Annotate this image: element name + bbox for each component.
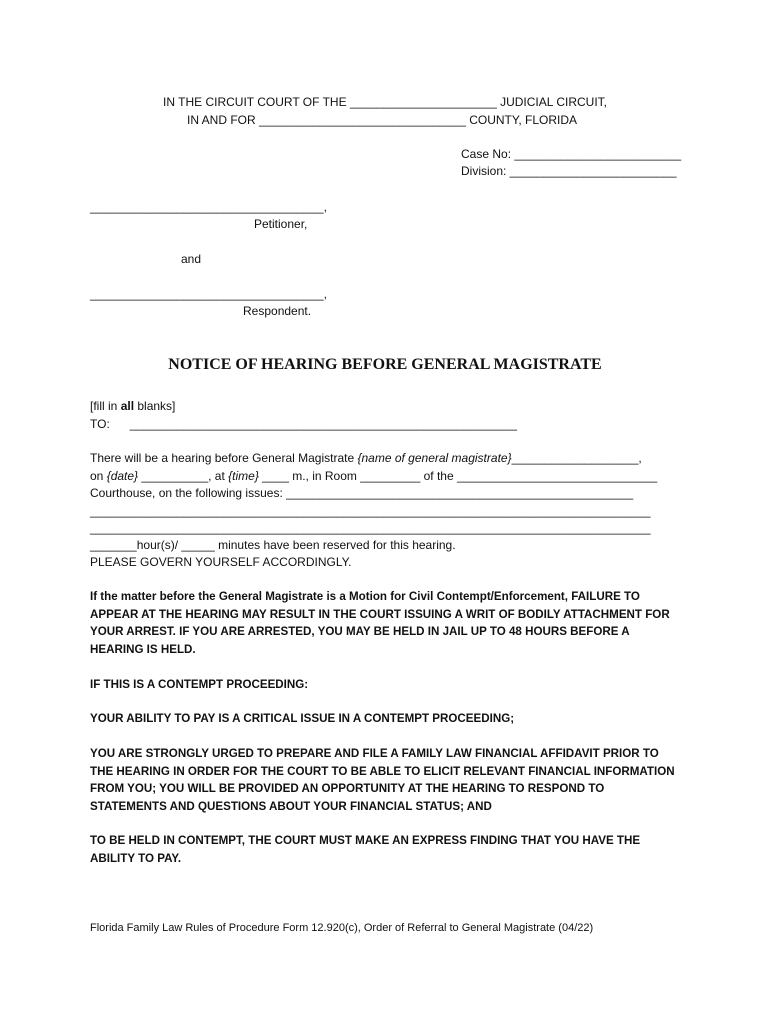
fill-instructions <box>90 398 175 414</box>
to-line: TO: __________________________________________________________ <box>90 417 517 431</box>
hearing-line-1-a: There will be a hearing before General Magistrate <box>90 451 358 465</box>
page-title: NOTICE OF HEARING BEFORE GENERAL MAGISTRATE <box>168 356 602 373</box>
warning-line: APPEAR AT THE HEARING MAY RESULT IN THE COURT ISSUING A WRIT OF BODILY ATTACHMENT FOR <box>90 607 670 621</box>
ability-to-pay-paragraph: YOUR ABILITY TO PAY IS A CRITICAL ISSUE IN A CONTEMPT PROCEEDING; <box>90 712 515 725</box>
govern-yourself-line: PLEASE GOVERN YOURSELF ACCORDINGLY. <box>90 555 352 569</box>
instructions-bold: all <box>120 399 135 413</box>
contempt-proceeding-heading: IF THIS IS A CONTEMPT PROCEEDING: <box>90 678 309 691</box>
time-hint: {time} <box>228 469 259 483</box>
warning-line: ABILITY TO PAY. <box>90 851 182 865</box>
division-field: Division: _________________________ <box>461 164 677 178</box>
respondent-label: Respondent. <box>243 304 312 318</box>
instructions-suffix: blanks] <box>134 399 176 413</box>
hearing-line-1-c: ___________________, <box>511 451 642 465</box>
time-reserved-line: _______hour(s)/ _____ minutes have been reserved for this hearing. <box>90 538 456 552</box>
case-number-field: Case No: _________________________ <box>461 147 682 161</box>
warning-line: HEARING IS HELD. <box>90 642 196 656</box>
date-hint: {date} <box>106 469 139 483</box>
issues-blank-2: ____________________________________________________________________________________ <box>90 521 651 535</box>
petitioner-label: Petitioner, <box>254 217 308 231</box>
and-label: and <box>181 252 202 266</box>
hearing-line-1 <box>90 450 642 466</box>
form-footer: Florida Family Law Rules of Procedure Form 12.920(c), Order of Referral to General Magistrate (04/22) <box>90 922 594 934</box>
warning-line: STATEMENTS AND QUESTIONS ABOUT YOUR FINANCIAL STATUS; AND <box>90 799 492 813</box>
warning-line: THE HEARING IN ORDER FOR THE COURT TO BE ABLE TO ELICIT RELEVANT FINANCIAL INFORMATION <box>90 764 675 778</box>
warning-line: YOUR ARREST. IF YOU ARE ARRESTED, YOU MAY BE HELD IN JAIL UP TO 48 HOURS BEFORE A <box>90 625 630 638</box>
hearing-line-2-e: ____ m., in Room _________ of the ______________________________ <box>258 469 658 483</box>
court-header-line1: IN THE CIRCUIT COURT OF THE ______________________ JUDICIAL CIRCUIT, <box>163 95 607 109</box>
warning-line: If the matter before the General Magistrate is a Motion for Civil Contempt/Enforcement, FAILURE TO <box>90 590 640 603</box>
issues-blank-1: ____________________________________________________________________________________ <box>90 504 651 518</box>
warning-line: YOU ARE STRONGLY URGED TO PREPARE AND FILE A FAMILY LAW FINANCIAL AFFIDAVIT PRIOR TO <box>90 747 659 760</box>
petitioner-name-blank: ___________________________________, <box>90 200 327 214</box>
instructions-prefix: [fill in <box>90 399 121 413</box>
financial-affidavit-paragraph <box>90 745 690 815</box>
warning-line: FROM YOU; YOU WILL BE PROVIDED AN OPPORTUNITY AT THE HEARING TO RESPOND TO <box>90 782 605 795</box>
warning-line: TO BE HELD IN CONTEMPT, THE COURT MUST MAKE AN EXPRESS FINDING THAT YOU HAVE THE <box>90 834 641 847</box>
contempt-warning-paragraph <box>90 588 690 658</box>
magistrate-name-hint: {name of general magistrate} <box>357 451 512 465</box>
issues-line: Courthouse, on the following issues: ____________________________________________________ <box>90 486 634 500</box>
hearing-line-2 <box>90 468 657 484</box>
express-finding-paragraph <box>90 832 690 867</box>
hearing-line-2-c: __________, at <box>138 469 229 483</box>
court-header-line2: IN AND FOR _______________________________ COUNTY, FLORIDA <box>186 113 578 127</box>
respondent-name-blank: ___________________________________, <box>90 287 327 301</box>
hearing-line-2-a: on <box>90 469 107 483</box>
